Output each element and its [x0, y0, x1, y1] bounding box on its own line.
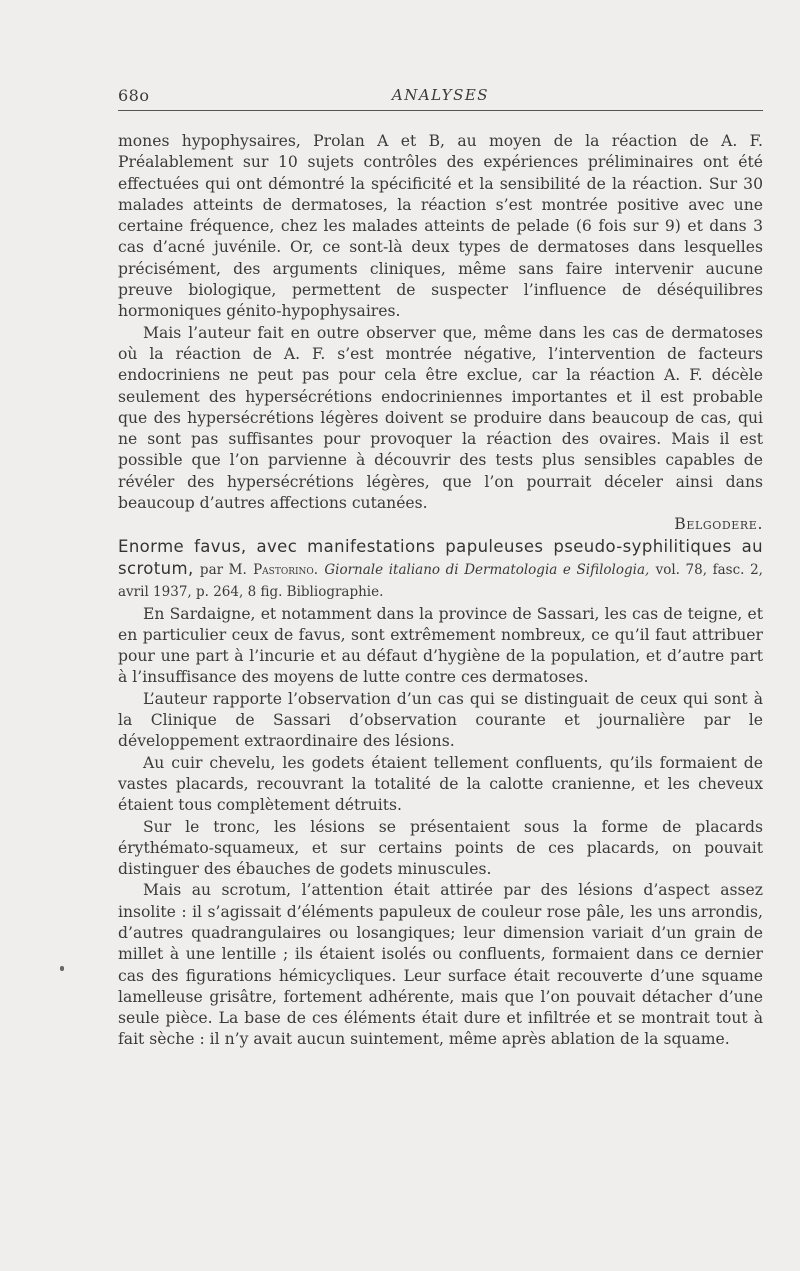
paragraph: Au cuir chevelu, les godets étaient tellement confluents, qu’ils formaient de vastes placards, recouvrant la totalité de la calotte cranienne, et les cheveux étaient tous complètement détruits.: [118, 753, 763, 815]
article-author: Pastorino.: [253, 561, 319, 578]
ink-spot: [60, 966, 64, 971]
article-heading: [118, 536, 763, 604]
paragraph: Sur le tronc, les lésions se présentaient sous la forme de placards érythémato-squameux, et sur certains points de ces placards, on pouvait distinguer des ébauches de godets minuscules.: [118, 817, 763, 879]
reviewer-signature: Belgodere.: [674, 515, 763, 534]
page-header: [118, 84, 763, 111]
paragraph: L’auteur rapporte l’observation d’un cas qui se distinguait de ceux qui sont à la Clinique de Sassari d’observation courante et journalière par le développement extraordinaire des lésions.: [118, 689, 763, 751]
document-page: [118, 84, 763, 1051]
journal-reference: vol. 78, fasc. 2, avril 1937, p. 264, 8 fig. Bibliographie.: [118, 561, 763, 601]
paragraph: En Sardaigne, et notamment dans la province de Sassari, les cas de teigne, et en particulier ceux de favus, sont extrêmement nombreux, ce qu’il faut attribuer pour une part à l’incurie et au défaut d’hygiène de la population, et d’autre part à l’insuffisance des moyens de lutte contre ces dermatoses.: [118, 604, 763, 687]
page-body: [118, 131, 763, 1051]
paragraph-continued: mones hypophysaires, Prolan A et B, au moyen de la réaction de A. F. Préalablement sur 10 sujets contrôles des expériences préliminaires ont été effectuées qui ont démontré la spécificité et la sensibilité de la réaction. Sur 30 malades atteints de dermatoses, la réaction s’est montrée positive avec une certaine fréquence, chez les malades atteints de pelade (6 fois sur 9) et dans 3 cas d’acné juvénile. Or, ce sont-là deux types de dermatoses dans lesquelles précisément, des arguments cliniques, même sans faire intervenir aucune preuve biologique, permettent de suspecter l’influence de déséquilibres hormoniques génito-hypophysaires.: [118, 132, 763, 321]
paragraph: Mais au scrotum, l’attention était attirée par des lésions d’aspect assez insolite : il s’agissait d’éléments papuleux de couleur rose pâle, les uns arrondis, d’autres quadrangulaires ou losangiques; leur dimension variait d’un grain de millet à une lentille ; ils étaient isolés ou confluents, formaient dans ce dernier cas des figurations hémicycliques. Leur surface était recouverte d’une squame lamelleuse grisâtre, fortement adhérente, mais que l’on pouvait détacher d’une seule pièce. La base de ces éléments était dure et infiltrée et se montrait tout à fait sèche : il n’y avait aucun suintement, même après ablation de la squame.: [118, 881, 763, 1049]
journal-name: Giornale italiano di Dermatologia e Sifilologia,: [324, 561, 650, 578]
page-number: 68o: [118, 86, 150, 105]
paragraph: Mais l’auteur fait en outre observer que, même dans les cas de dermatoses où la réaction de A. F. s’est montrée négative, l’intervention de facteurs endocriniens ne peut pas pour cela être exclue, car la réaction A. F. décèle seulement des hypersécrétions endocriniennes importantes et il est probable que des hypersécrétions légères doivent se produire dans beaucoup de cas, qui ne sont pas suffisantes pour provoquer la réaction des ovaires. Mais il est possible que l’on parvienne à découvrir des tests plus sensibles capables de révéler des hypersécrétions légères, que l’on pourrait déceler ainsi dans beaucoup d’autres affections cutanées.: [118, 323, 763, 513]
running-title: ANALYSES: [391, 86, 490, 104]
article-title: Enorme favus, avec manifestations papuleuses pseudo-syphilitiques au scrotum,: [118, 536, 763, 578]
article-byline: par M.: [199, 561, 247, 578]
